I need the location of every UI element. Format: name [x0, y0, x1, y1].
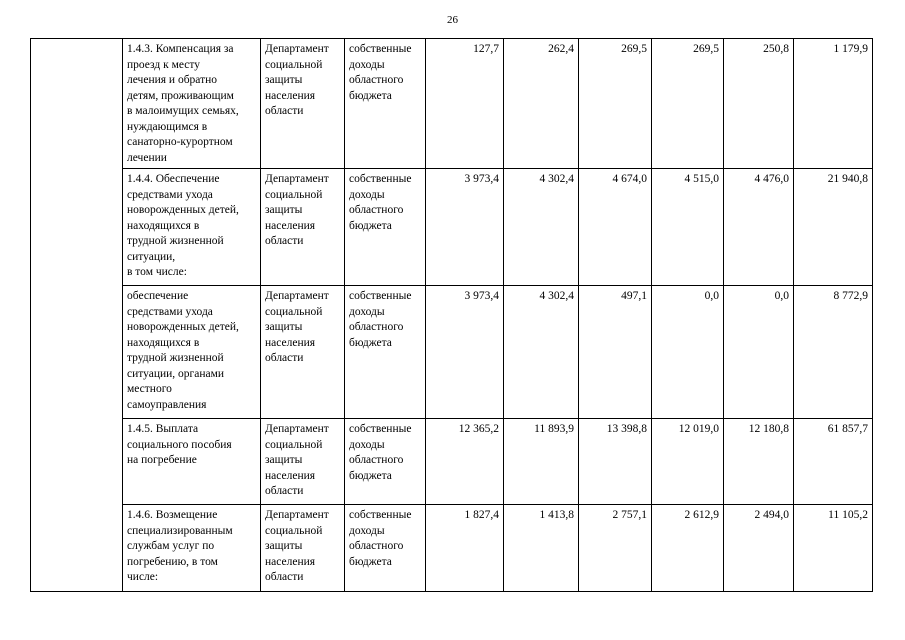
table-row	[31, 505, 873, 592]
value-cell: 4 515,0	[652, 169, 724, 286]
table-row	[31, 419, 873, 505]
activity-name-cell: обеспечение средствами ухода новорожденных детей, находящихся в трудной жизненной ситуации, органами местного самоуправления	[123, 286, 261, 419]
value-cell: 11 893,9	[504, 419, 579, 505]
total-cell: 61 857,7	[794, 419, 873, 505]
activity-name-cell: 1.4.5. Выплата социального пособия на погребение	[123, 419, 261, 505]
value-cell: 2 494,0	[724, 505, 794, 592]
value-cell: 269,5	[579, 39, 652, 169]
table-row	[31, 286, 873, 419]
value-cell: 0,0	[724, 286, 794, 419]
value-cell: 262,4	[504, 39, 579, 169]
executor-cell: Департамент социальной защиты населения области	[261, 286, 345, 419]
executor-cell: Департамент социальной защиты населения области	[261, 419, 345, 505]
total-cell: 1 179,9	[794, 39, 873, 169]
value-cell: 4 302,4	[504, 169, 579, 286]
executor-cell: Департамент социальной защиты населения области	[261, 505, 345, 592]
value-cell: 12 365,2	[426, 419, 504, 505]
funding-source-cell: собственные доходы областного бюджета	[345, 419, 426, 505]
value-cell: 3 973,4	[426, 286, 504, 419]
funding-source-cell: собственные доходы областного бюджета	[345, 286, 426, 419]
activity-name-cell: 1.4.4. Обеспечение средствами ухода новорожденных детей, находящихся в трудной жизненной ситуации, в том числе:	[123, 169, 261, 286]
page-number: 26	[447, 14, 458, 26]
value-cell: 1 413,8	[504, 505, 579, 592]
empty-program-cell	[31, 39, 123, 592]
funding-source-cell: собственные доходы областного бюджета	[345, 39, 426, 169]
value-cell: 3 973,4	[426, 169, 504, 286]
value-cell: 4 302,4	[504, 286, 579, 419]
value-cell: 12 180,8	[724, 419, 794, 505]
value-cell: 2 757,1	[579, 505, 652, 592]
value-cell: 250,8	[724, 39, 794, 169]
table-row	[31, 169, 873, 286]
table-row	[31, 39, 873, 169]
funding-source-cell: собственные доходы областного бюджета	[345, 505, 426, 592]
value-cell: 2 612,9	[652, 505, 724, 592]
value-cell: 0,0	[652, 286, 724, 419]
value-cell: 1 827,4	[426, 505, 504, 592]
value-cell: 4 476,0	[724, 169, 794, 286]
value-cell: 12 019,0	[652, 419, 724, 505]
value-cell: 4 674,0	[579, 169, 652, 286]
value-cell: 13 398,8	[579, 419, 652, 505]
value-cell: 269,5	[652, 39, 724, 169]
executor-cell: Департамент социальной защиты населения области	[261, 39, 345, 169]
value-cell: 497,1	[579, 286, 652, 419]
activity-name-cell: 1.4.3. Компенсация за проезд к месту лечения и обратно детям, проживающим в малоимущих семьях, нуждающимся в санаторно-курортном лечении	[123, 39, 261, 169]
total-cell: 21 940,8	[794, 169, 873, 286]
activity-name-cell: 1.4.6. Возмещение специализированным службам услуг по погребению, в том числе:	[123, 505, 261, 592]
total-cell: 8 772,9	[794, 286, 873, 419]
value-cell: 127,7	[426, 39, 504, 169]
executor-cell: Департамент социальной защиты населения области	[261, 169, 345, 286]
total-cell: 11 105,2	[794, 505, 873, 592]
funding-source-cell: собственные доходы областного бюджета	[345, 169, 426, 286]
budget-table	[30, 38, 873, 592]
